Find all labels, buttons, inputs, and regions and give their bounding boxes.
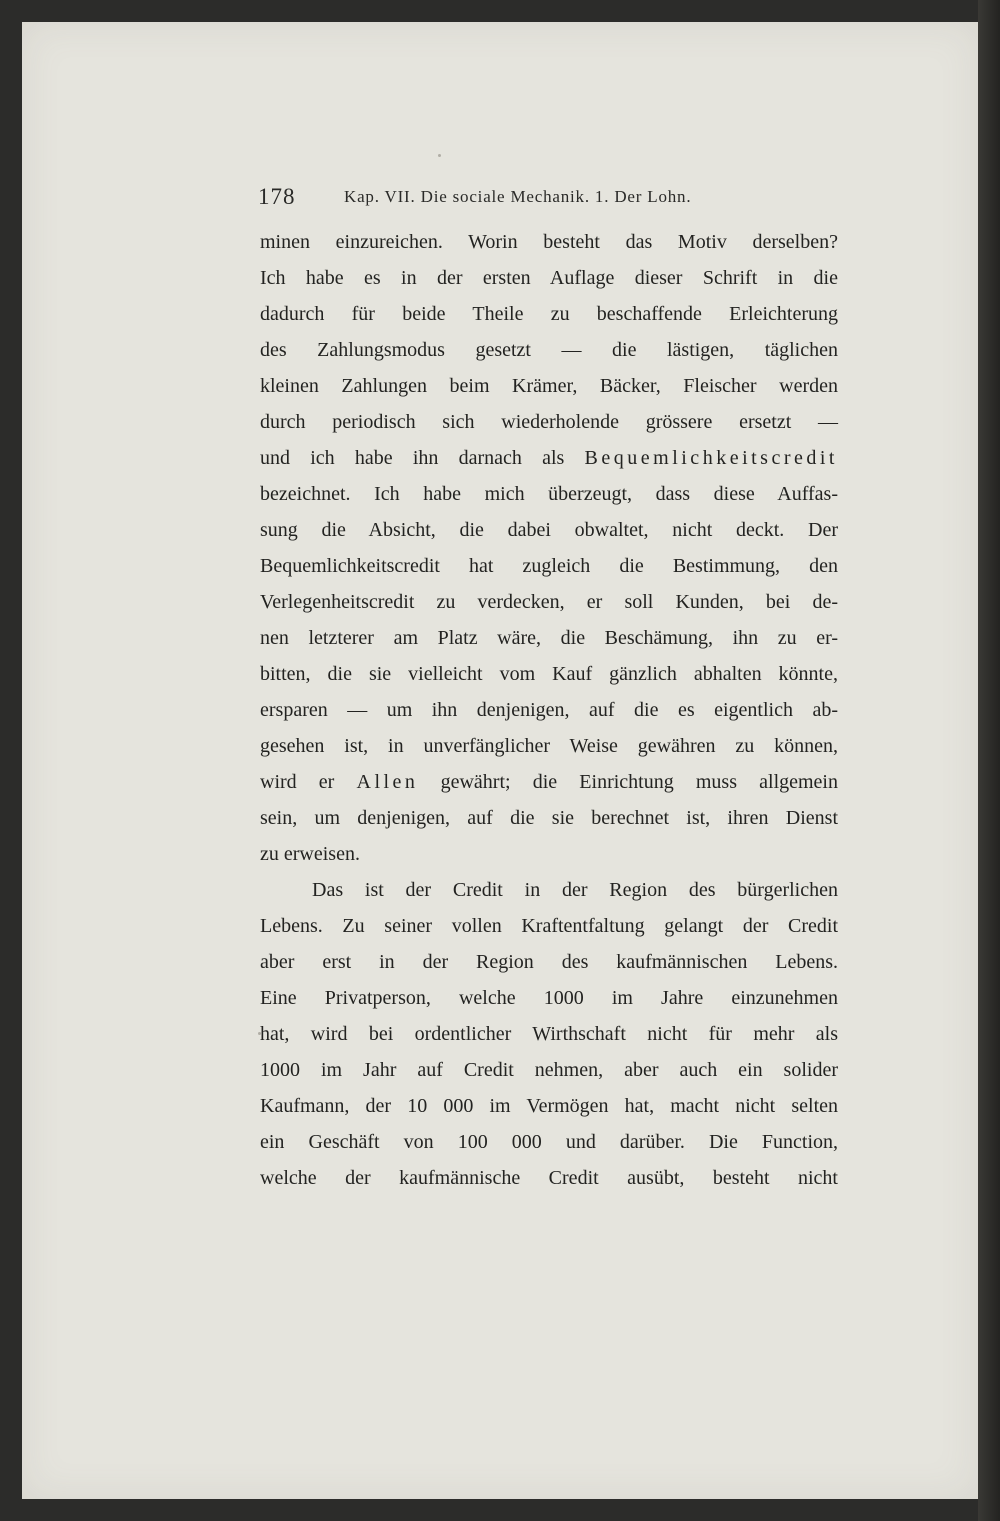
text-segment: und ich habe ihn darnach als bbox=[260, 447, 585, 469]
text-line: sein, um denjenigen, auf die sie berechnet ist, ihren Dienst bbox=[260, 807, 838, 829]
text-line: Eine Privatperson, welche 1000 im Jahre einzunehmen bbox=[260, 987, 838, 1009]
text-line: gesehen ist, in unverfänglicher Weise gewähren zu können, bbox=[260, 735, 838, 757]
text-segment: gewährt; die Einrichtung muss allgemein bbox=[418, 771, 838, 793]
page-header bbox=[258, 184, 838, 214]
paper-speck bbox=[438, 154, 441, 157]
text-line: zu erweisen. bbox=[260, 843, 360, 865]
body-text bbox=[260, 224, 838, 1196]
text-line: hat, wird bei ordentlicher Wirthschaft nicht für mehr als bbox=[260, 1023, 838, 1045]
paragraph-first-line: Das ist der Credit in der Region des bürgerlichen bbox=[312, 879, 838, 901]
text-line: kleinen Zahlungen beim Krämer, Bäcker, Fleischer werden bbox=[260, 375, 838, 397]
text-line: Bequemlichkeitscredit hat zugleich die Bestimmung, den bbox=[260, 555, 838, 577]
text-line: ersparen — um ihn denjenigen, auf die es eigentlich ab- bbox=[260, 699, 838, 721]
running-head: Kap. VII. Die sociale Mechanik. 1. Der Lohn. bbox=[344, 187, 692, 206]
text-line: bitten, die sie vielleicht vom Kauf gänzlich abhalten könnte, bbox=[260, 663, 838, 685]
text-line bbox=[260, 764, 838, 800]
text-segment: wird er bbox=[260, 771, 357, 793]
text-line: ein Geschäft von 100 000 und darüber. Die Function, bbox=[260, 1131, 838, 1153]
text-line: 1000 im Jahr auf Credit nehmen, aber auch ein solider bbox=[260, 1059, 838, 1081]
text-line: durch periodisch sich wiederholende grössere ersetzt — bbox=[260, 411, 838, 433]
book-edge bbox=[978, 0, 1000, 1521]
text-line: Lebens. Zu seiner vollen Kraftentfaltung gelangt der Credit bbox=[260, 915, 838, 937]
text-line: des Zahlungsmodus gesetzt — die lästigen, täglichen bbox=[260, 339, 838, 361]
text-line: aber erst in der Region des kaufmännischen Lebens. bbox=[260, 951, 838, 973]
text-line: Ich habe es in der ersten Auflage dieser Schrift in die bbox=[260, 267, 838, 289]
emphasized-word: Bequemlichkeitscredit bbox=[584, 447, 838, 469]
text-line bbox=[260, 440, 838, 476]
emphasized-word: Allen bbox=[356, 771, 419, 793]
text-line: dadurch für beide Theile zu beschaffende Erleichterung bbox=[260, 303, 838, 325]
page-number: 178 bbox=[258, 184, 296, 209]
text-line: bezeichnet. Ich habe mich überzeugt, dass diese Auffas- bbox=[260, 483, 838, 505]
text-line: minen einzureichen. Worin besteht das Motiv derselben? bbox=[260, 231, 838, 253]
text-line: welche der kaufmännische Credit ausübt, besteht nicht bbox=[260, 1167, 838, 1189]
text-line: Verlegenheitscredit zu verdecken, er soll Kunden, bei de- bbox=[260, 591, 838, 613]
text-line: sung die Absicht, die dabei obwaltet, nicht deckt. Der bbox=[260, 519, 838, 541]
text-line: nen letzterer am Platz wäre, die Beschämung, ihn zu er- bbox=[260, 627, 838, 649]
text-line: Kaufmann, der 10 000 im Vermögen hat, macht nicht selten bbox=[260, 1095, 838, 1117]
